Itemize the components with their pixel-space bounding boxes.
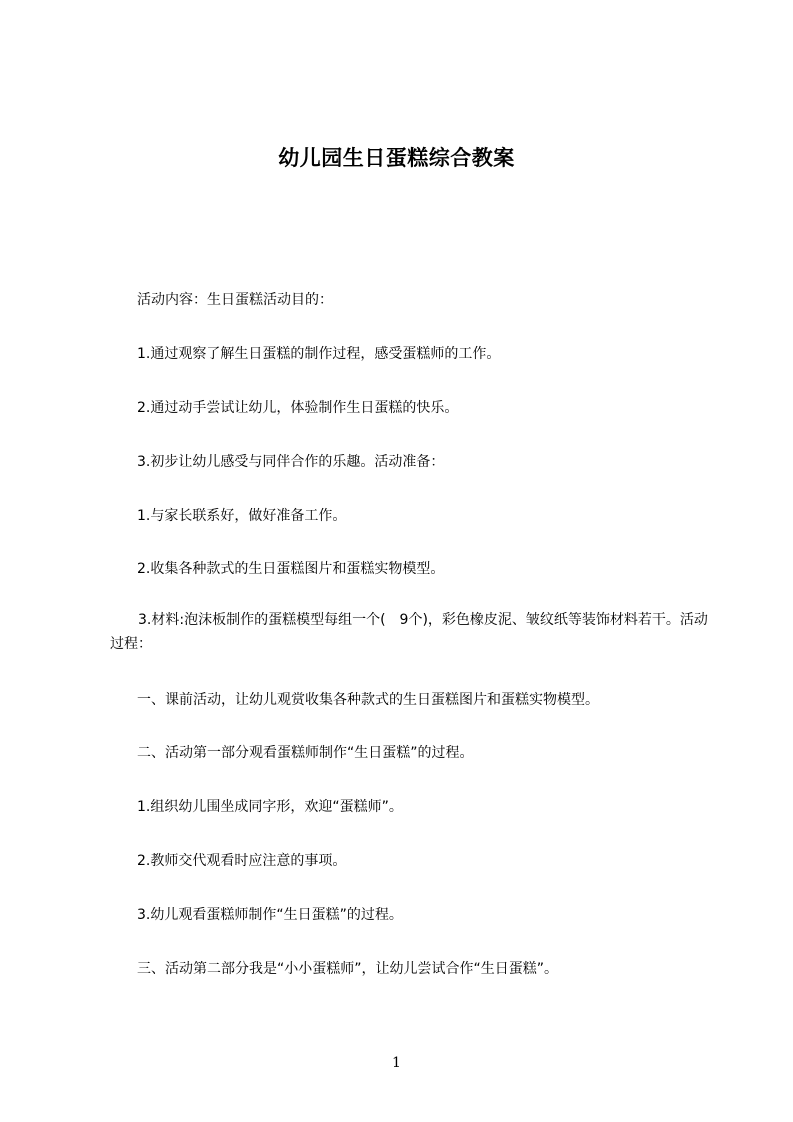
paragraph-step-1: 1.组织幼儿围坐成同字形，欢迎“蛋糕师”。: [137, 799, 403, 815]
paragraph-prep-1: 1.与家长联系好，做好准备工作。: [137, 508, 347, 524]
paragraph-prep-3: 3.材料:泡沫板制作的蛋糕模型每组一个( 9个)，彩色橡皮泥、皱纹纸等装饰材料若干。活动过程：: [110, 612, 708, 652]
paragraph-process-2: 二、活动第一部分观看蛋糕师制作“生日蛋糕”的过程。: [137, 745, 474, 761]
paragraph-process-1: 一、课前活动，让幼儿观赏收集各种款式的生日蛋糕图片和蛋糕实物模型。: [137, 692, 599, 708]
paragraph-process-3: 三、活动第二部分我是“小小蛋糕师”，让幼儿尝试合作“生日蛋糕”。: [137, 961, 559, 977]
paragraph-activity-content: 活动内容：生日蛋糕活动目的：: [137, 292, 333, 308]
document-title: 幼儿园生日蛋糕综合教案: [278, 146, 515, 170]
page-number: 1: [392, 1055, 401, 1071]
paragraph-goal-3: 3.初步让幼儿感受与同伴合作的乐趣。活动准备：: [137, 454, 445, 470]
paragraph-prep-2: 2.收集各种款式的生日蛋糕图片和蛋糕实物模型。: [137, 561, 445, 577]
paragraph-step-3: 3.幼儿观看蛋糕师制作“生日蛋糕”的过程。: [137, 907, 403, 923]
paragraph-goal-2: 2.通过动手尝试让幼儿，体验制作生日蛋糕的快乐。: [137, 400, 459, 416]
paragraph-step-2: 2.教师交代观看时应注意的事项。: [137, 853, 347, 869]
paragraph-goal-1: 1.通过观察了解生日蛋糕的制作过程，感受蛋糕师的工作。: [137, 346, 501, 362]
